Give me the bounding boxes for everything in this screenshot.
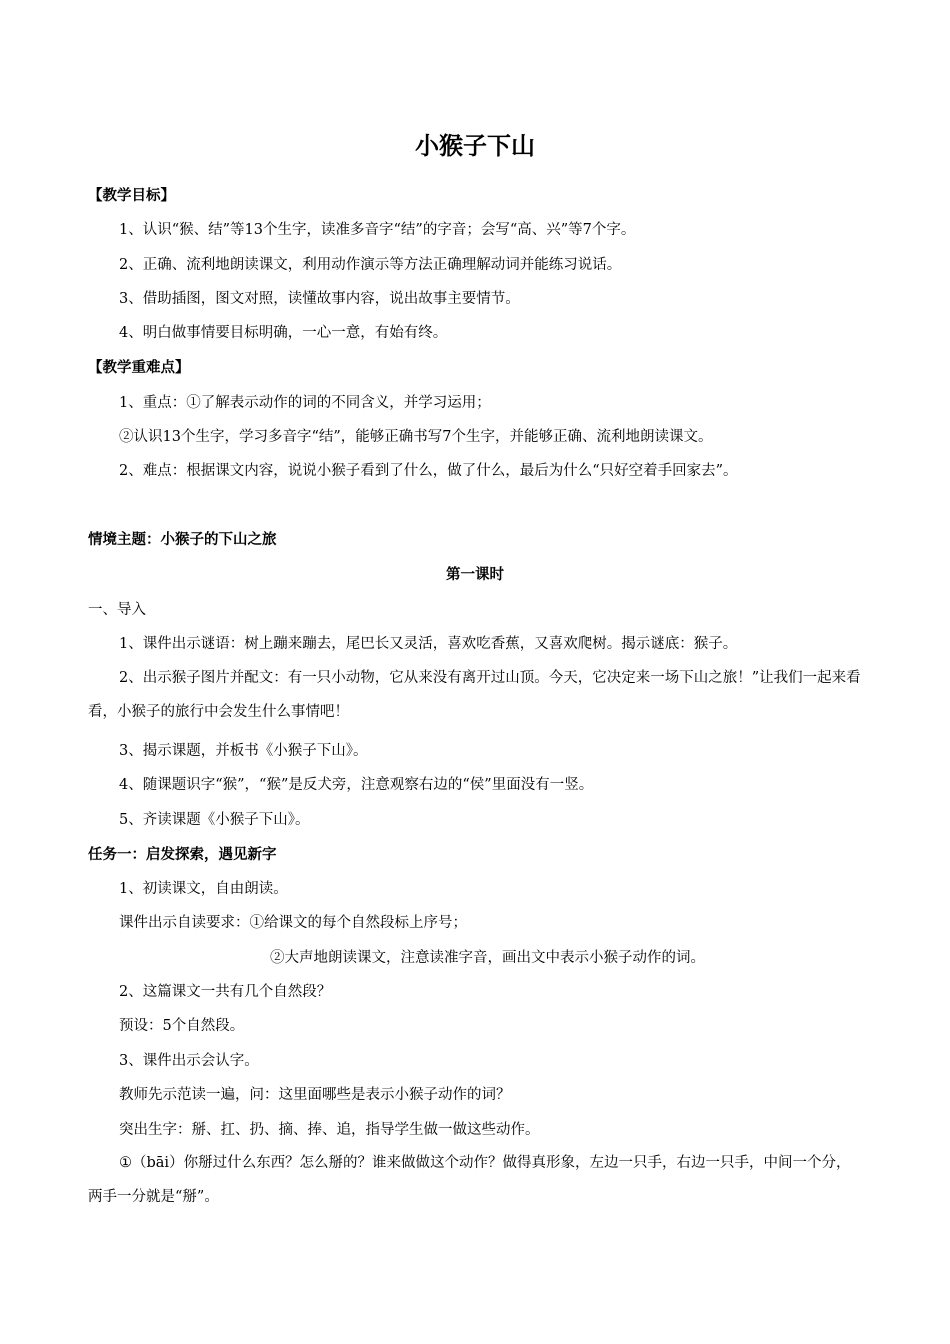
intro-item: 2、出示猴子图片并配文：有一只小动物，它从来没有离开过山顶。今天，它决定来一场下山之旅！”让我们一起来看看，小猴子的旅行中会发生什么事情吧！ xyxy=(88,670,861,720)
task1-heading: 任务一：启发探索，遇见新字 xyxy=(88,847,277,863)
key-point-item: 2、难点：根据课文内容，说说小猴子看到了什么，做了什么，最后为什么“只好空着手回家去”。 xyxy=(119,463,738,479)
key-points-heading: 【教学重难点】 xyxy=(88,360,190,376)
key-point-item: 1、重点：①了解表示动作的词的不同含义，并学习运用； xyxy=(119,395,491,411)
goals-heading: 【教学目标】 xyxy=(88,188,175,204)
intro-item: 4、随课题识字“猴”，“猴”是反犬旁，注意观察右边的“侯”里面没有一竖。 xyxy=(119,777,594,793)
task1-item: 2、这篇课文一共有几个自然段？ xyxy=(119,984,332,1000)
intro-heading: 一、导入 xyxy=(88,602,146,618)
key-point-item: ②认识13个生字，学习多音字“结”，能够正确书写7个生字，并能够正确、流利地朗读课文。 xyxy=(119,429,713,445)
task1-item: 3、课件出示会认字。 xyxy=(119,1053,259,1069)
intro-item: 5、齐读课题《小猴子下山》。 xyxy=(119,812,310,828)
goal-item: 2、正确、流利地朗读课文，利用动作演示等方法正确理解动词并能练习说话。 xyxy=(119,257,622,273)
task1-item: 突出生字：掰、扛、扔、摘、捧、追，指导学生做一做这些动作。 xyxy=(119,1122,540,1138)
task1-item: 1、初读课文，自由朗读。 xyxy=(119,881,288,897)
goal-item: 4、明白做事情要目标明确，一心一意，有始有终。 xyxy=(119,325,448,341)
goal-item: 1、认识“猴、结”等13个生字，读准多音字“结”的字音；会写“高、兴”等7个字。 xyxy=(119,222,636,238)
task1-item: ①（bāi）你掰过什么东西？怎么掰的？谁来做做这个动作？做得真形象，左边一只手，右边一只手，中间一个分，两手一分就是“掰”。 xyxy=(88,1155,851,1205)
task1-item: 预设：5个自然段。 xyxy=(119,1018,245,1034)
lesson-title: 第一课时 xyxy=(446,567,504,583)
intro-item: 3、揭示课题，并板书《小猴子下山》。 xyxy=(119,743,368,759)
task1-item: 课件出示自读要求：①给课文的每个自然段标上序号； xyxy=(119,915,467,931)
intro-item: 1、课件出示谜语：树上蹦来蹦去，尾巴长又灵活，喜欢吃香蕉，又喜欢爬树。揭示谜底：猴子。 xyxy=(119,636,738,652)
task1-item: ②大声地朗读课文，注意读准字音，画出文中表示小猴子动作的词。 xyxy=(270,950,705,966)
page-title: 小猴子下山 xyxy=(415,132,535,160)
goal-item: 3、借助插图，图文对照，读懂故事内容，说出故事主要情节。 xyxy=(119,291,520,307)
task1-item: 教师先示范读一遍，问：这里面哪些是表示小猴子动作的词？ xyxy=(119,1087,511,1103)
theme-heading: 情境主题：小猴子的下山之旅 xyxy=(88,532,277,548)
